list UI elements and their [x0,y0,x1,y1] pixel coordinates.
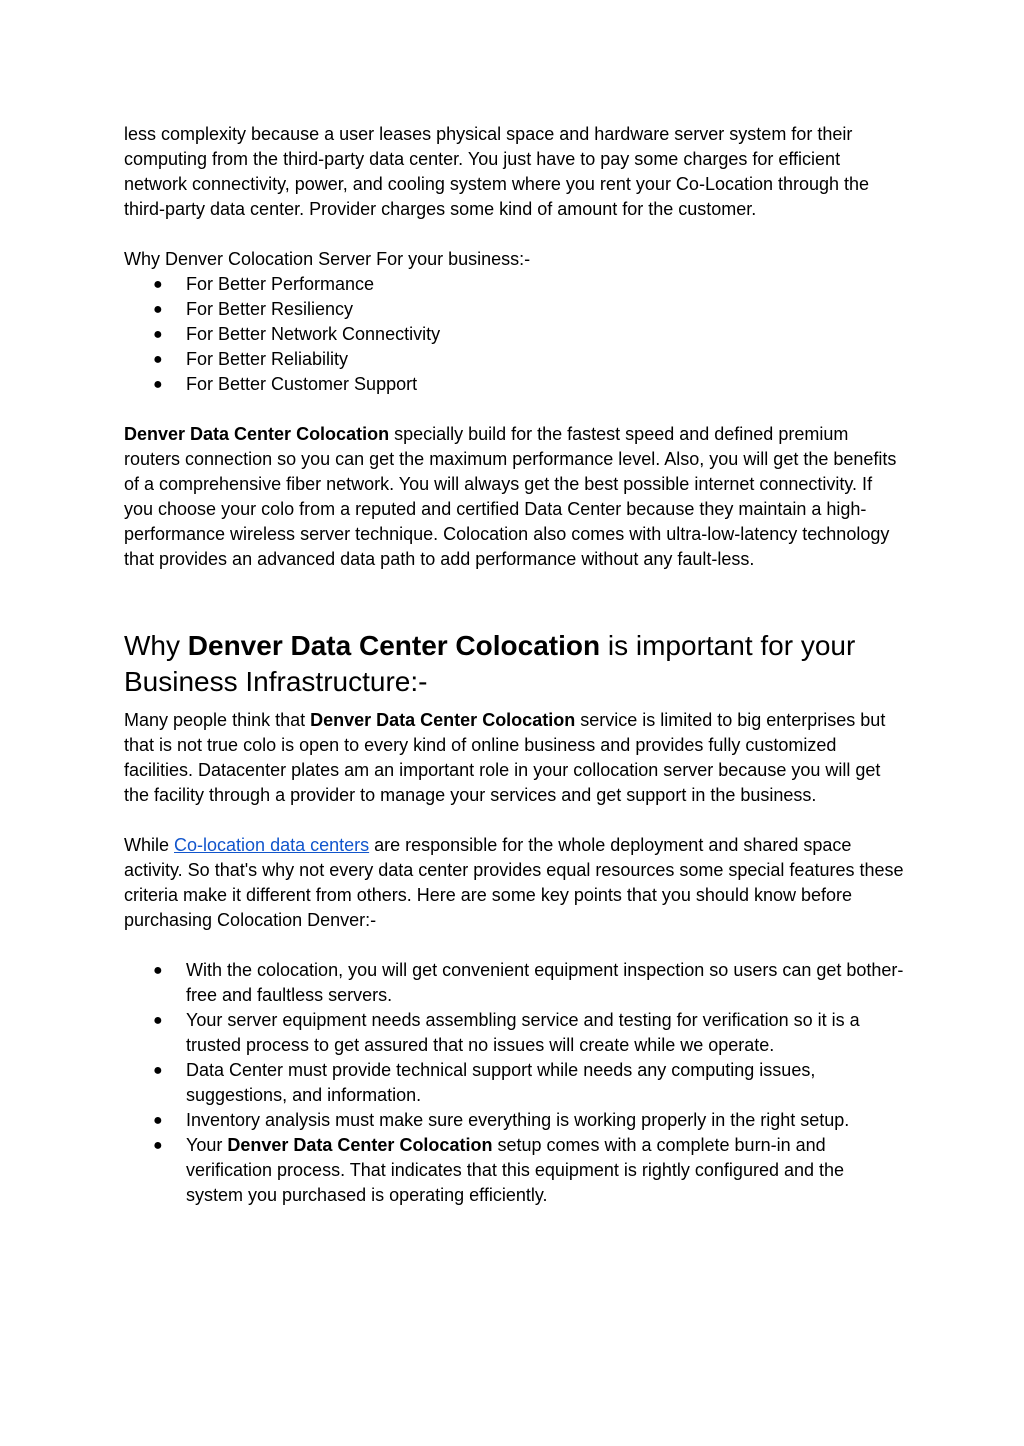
spacer [124,222,904,247]
bullet-icon: ● [153,351,163,368]
bullet-icon: ● [153,962,163,979]
list-item: ● For Better Customer Support [124,372,904,397]
list-item: ● For Better Network Connectivity [124,322,904,347]
bullet-icon: ● [153,1137,163,1154]
spacer [124,808,904,833]
bullet-icon: ● [153,1112,163,1129]
bold-term: Denver Data Center Colocation [124,424,390,444]
benefits-list [124,272,904,397]
list-item: ● Data Center must provide technical support while needs any computing issues, suggestions, and information. [153,1060,816,1105]
spacer [124,397,904,422]
bold-term: Denver Data Center Colocation [227,1135,493,1155]
list-item: ● Your server equipment needs assembling service and testing for verification so it is a trusted process to get assured that no issues will create while we operate. [153,1010,860,1055]
list-item: ● For Better Performance [124,272,904,297]
bold-term: Denver Data Center Colocation [310,710,576,730]
bullet-icon: ● [153,1012,163,1029]
many-people-paragraph: Many people think that Denver Data Center Colocation service is limited to big enterprises but that is not true colo is open to every kind of online business and provides fully customized facilities. Datacenter plates am an important role in your collocation server because you will get the facility through a provider to manage your services and get support in the business. [124,710,886,805]
bullet-icon: ● [153,326,163,343]
heading-bold-term: Denver Data Center Colocation [187,630,601,661]
bullet-icon: ● [153,1062,163,1079]
list-item: ● Your Denver Data Center Colocation setup comes with a complete burn-in and verification process. That indicates that this equipment is rightly configured and the system you purchased is operating efficiently. [153,1135,845,1205]
list-item: ● With the colocation, you will get convenient equipment inspection so users can get bother-free and faultless servers. [153,960,904,1005]
bullet-icon: ● [153,301,163,318]
section-heading: Why Denver Data Center Colocation is important for your Business Infrastructure:- [124,630,856,697]
intro-paragraph: less complexity because a user leases physical space and hardware server system for their computing from the third-party data center. You just have to pay some charges for efficient network connectivity, power, and cooling system where you rent your Co-Location through the third-party data center. Provider charges some kind of amount for the customer. [124,124,870,219]
key-points-list [124,958,904,1208]
colocation-data-centers-link[interactable]: Co-location data centers [174,835,370,855]
why-colocation-lead: Why Denver Colocation Server For your business:- [124,249,531,269]
while-paragraph: While Co-location data centers are responsible for the whole deployment and shared space activity. So that's why not every data center provides equal resources some special features these criteria make it different from others. Here are some key points that you should know before purchasing Colocation Denver:- [124,835,904,930]
spacer [124,933,904,958]
list-item: ● Inventory analysis must make sure everything is working properly in the right setup. [124,1108,904,1133]
bullet-icon: ● [153,376,163,393]
list-item: ● For Better Reliability [124,347,904,372]
document-page [124,122,904,1208]
list-item: ● For Better Resiliency [124,297,904,322]
bullet-icon: ● [153,276,163,293]
performance-paragraph: Denver Data Center Colocation specially build for the fastest speed and defined premium routers connection so you can get the maximum performance level. Also, you will get the benefits of a comprehensive fiber network. You will always get the best possible internet connectivity. If you choose your colo from a reputed and certified Data Center because they maintain a high-performance wireless server technique. Colocation also comes with ultra-low-latency technology that provides an advanced data path to add performance without any fault-less. [124,424,897,569]
